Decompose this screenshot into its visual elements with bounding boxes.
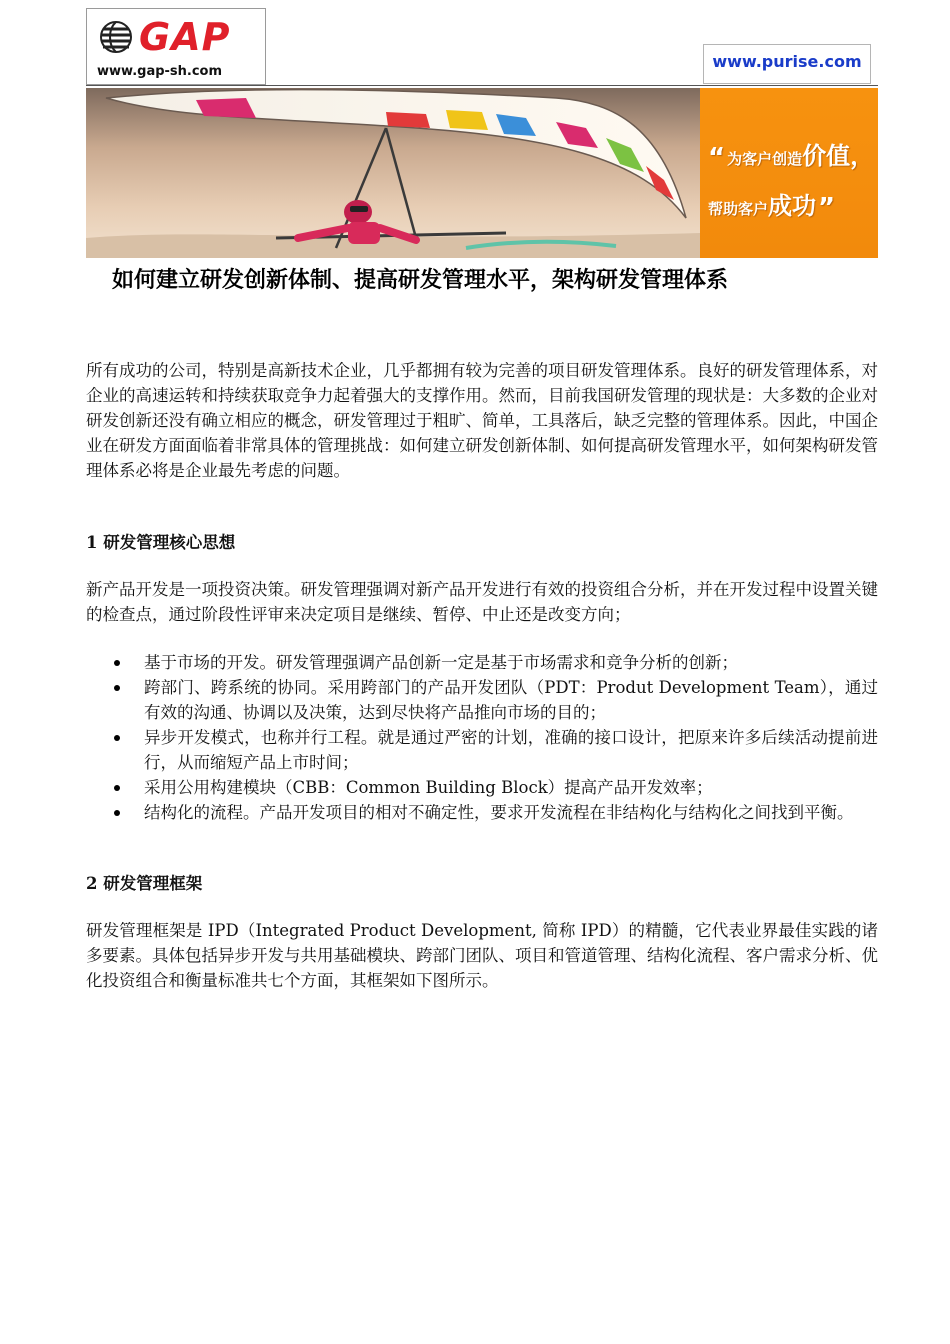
banner [86, 88, 878, 258]
document-title: 如何建立研发创新体制、提高研发管理水平，架构研发管理体系 [112, 267, 729, 293]
bullet-dot-icon [114, 735, 120, 741]
bullet-dot-icon [114, 785, 120, 791]
slogan-panel [700, 88, 878, 258]
site-url-link[interactable]: www.purise.com [703, 44, 871, 84]
bullet-item: 基于市场的开发。研发管理强调产品创新一定是基于市场需求和竞争分析的创新； [86, 650, 878, 675]
bullet-dot-icon [114, 660, 120, 666]
company-logo [86, 8, 266, 85]
slogan-line-2: 帮助客户成功” [708, 192, 836, 223]
section-1-bullet-list [86, 650, 878, 825]
bullet-dot-icon [114, 810, 120, 816]
hang-glider-illustration [86, 88, 700, 258]
section-1-paragraph: 新产品开发是一项投资决策。研发管理强调对新产品开发进行有效的投资组合分析，并在开发过程中设置关键的检查点，通过阶段性评审来决定项目是继续、暂停、中止还是改变方向； [86, 580, 878, 624]
bullet-item: 跨部门、跨系统的协同。采用跨部门的产品开发团队（PDT：Produt Development Team），通过有效的沟通、协调以及决策，达到尽快将产品推向市场的目的； [86, 675, 878, 725]
section-1-heading: 1 研发管理核心思想 [86, 533, 236, 552]
intro-paragraph: 所有成功的公司，特别是高新技术企业，几乎都拥有较为完善的项目研发管理体系。良好的研发管理体系，对企业的高速运转和持续获取竞争力起着强大的支撑作用。然而，目前我国研发管理的现状是：大多数的企业对研发创新还没有确立相应的概念，研发管理过于粗旷、简单，工具落后，缺乏完整的管理体系。因此，中国企业在研发方面面临着非常具体的管理挑战：如何建立研发创新体制、如何提高研发管理水平，如何架构研发管理体系必将是企业最先考虑的问题。 [86, 361, 878, 480]
section-2-heading: 2 研发管理框架 [86, 874, 203, 893]
hang-glider-photo [86, 88, 700, 258]
bullet-item: 采用公用构建模块（CBB：Common Building Block）提高产品开发效率； [86, 775, 878, 800]
bullet-item: 异步开发模式，也称并行工程。就是通过严密的计划，准确的接口设计，把原来许多后续活动提前进行，从而缩短产品上市时间； [86, 725, 878, 775]
globe-icon [99, 17, 133, 57]
bullet-item: 结构化的流程。产品开发项目的相对不确定性，要求开发流程在非结构化与结构化之间找到平衡。 [86, 800, 878, 825]
header-divider [86, 85, 878, 86]
logo-url: www.gap-sh.com [97, 64, 223, 79]
section-2-paragraph: 研发管理框架是 IPD（Integrated Product Development, 简称 IPD）的精髓，它代表业界最佳实践的诸多要素。具体包括异步开发与共用基础模块、跨部门团队、项目和管道管理、结构化流程、客户需求分析、优化投资组合和衡量标准共七个方面，其框架如下图所示。 [86, 921, 878, 990]
bullet-dot-icon [114, 685, 120, 691]
slogan-line-1: “ 为客户创造价值， [708, 142, 875, 173]
logo-wordmark: GAP [139, 15, 231, 59]
